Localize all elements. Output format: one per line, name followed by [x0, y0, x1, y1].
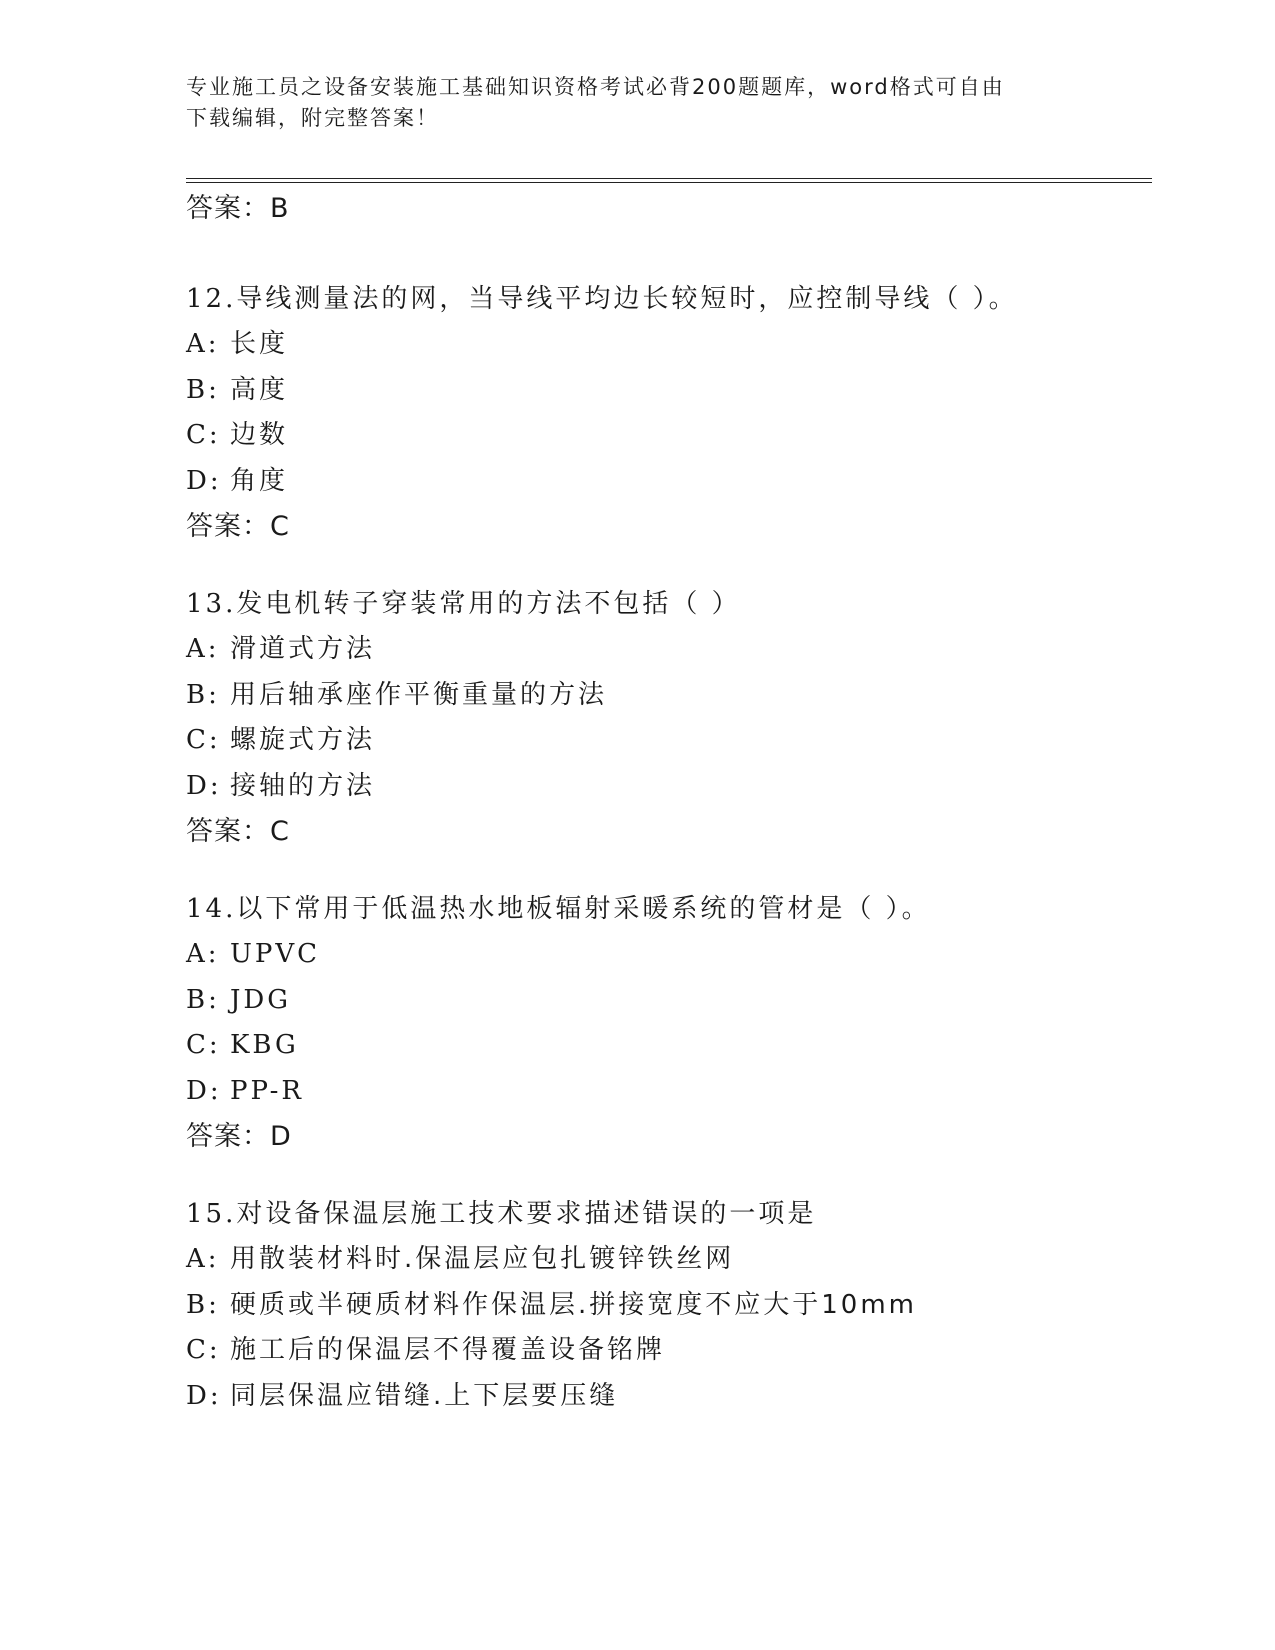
option-text: 角度	[230, 465, 289, 496]
header-line-1: 专业施工员之设备安装施工基础知识资格考试必背200题题库，word格式可自由	[186, 75, 1005, 99]
option-text: 边数	[230, 420, 289, 450]
question-text: 12.导线测量法的网，当导线平均边长较短时，应控制导线（ ）。	[186, 284, 1018, 314]
option-label: D:	[186, 1075, 222, 1106]
option-label: A:	[186, 939, 220, 969]
option-label: C:	[186, 725, 221, 755]
previous-answer: 答案：B	[186, 193, 290, 224]
option-text: 螺旋式方法	[230, 725, 376, 755]
option-d	[186, 1069, 931, 1115]
header-line-2: 下载编辑，附完整答案！	[186, 106, 439, 130]
option-c	[186, 1023, 931, 1069]
option-b	[186, 673, 741, 719]
option-label: B:	[186, 1289, 220, 1320]
option-text: 接轴的方法	[230, 770, 376, 801]
option-label: B:	[186, 374, 220, 405]
option-label: A:	[186, 329, 220, 359]
option-c	[186, 413, 1018, 459]
option-text: UPVC	[230, 939, 321, 969]
option-d	[186, 459, 1018, 505]
option-text: PP-R	[230, 1075, 304, 1106]
option-b	[186, 368, 1018, 414]
option-label: C:	[186, 1335, 221, 1365]
option-label: D:	[186, 465, 222, 496]
option-text: 长度	[230, 329, 289, 359]
question-text: 13.发电机转子穿装常用的方法不包括（ ）	[186, 589, 741, 619]
question-12	[186, 277, 1018, 549]
question-number: 15.	[186, 1199, 237, 1229]
option-c	[186, 1328, 917, 1374]
option-a	[186, 627, 741, 673]
option-text: 滑道式方法	[230, 634, 376, 664]
option-label: A:	[186, 634, 220, 664]
question-text: 15.对设备保温层施工技术要求描述错误的一项是	[186, 1199, 817, 1229]
question-13	[186, 582, 741, 854]
option-a	[186, 932, 931, 978]
option-text: 高度	[230, 374, 289, 405]
option-text: 用散装材料时.保温层应包扎镀锌铁丝网	[230, 1244, 735, 1274]
option-a	[186, 322, 1018, 368]
option-b	[186, 978, 931, 1024]
option-text: KBG	[230, 1030, 299, 1060]
option-label: C:	[186, 420, 221, 450]
option-text: 用后轴承座作平衡重量的方法	[230, 679, 608, 710]
option-label: D:	[186, 770, 222, 801]
answer: 答案：D	[186, 1121, 292, 1152]
option-c	[186, 718, 741, 764]
option-label: C:	[186, 1030, 221, 1060]
option-d	[186, 764, 741, 810]
option-text: 硬质或半硬质材料作保温层.拼接宽度不应大于10mm	[230, 1289, 918, 1320]
option-a	[186, 1237, 917, 1283]
question-15	[186, 1192, 917, 1419]
question-text: 14.以下常用于低温热水地板辐射采暖系统的管材是（ ）。	[186, 894, 931, 924]
option-label: B:	[186, 984, 220, 1015]
question-number: 14.	[186, 894, 237, 924]
document-header	[186, 72, 1066, 134]
option-label: D:	[186, 1380, 222, 1411]
answer: 答案：C	[186, 511, 290, 542]
option-b	[186, 1283, 917, 1329]
option-text: 施工后的保温层不得覆盖设备铭牌	[230, 1335, 666, 1365]
answer: 答案：C	[186, 816, 290, 847]
option-label: B:	[186, 679, 220, 710]
option-text: 同层保温应错缝.上下层要压缝	[230, 1380, 619, 1411]
option-label: A:	[186, 1244, 220, 1274]
question-number: 13.	[186, 589, 237, 619]
option-text: JDG	[230, 984, 292, 1015]
question-14	[186, 887, 931, 1159]
option-d	[186, 1374, 917, 1420]
header-divider	[186, 178, 1152, 183]
question-number: 12.	[186, 284, 237, 314]
